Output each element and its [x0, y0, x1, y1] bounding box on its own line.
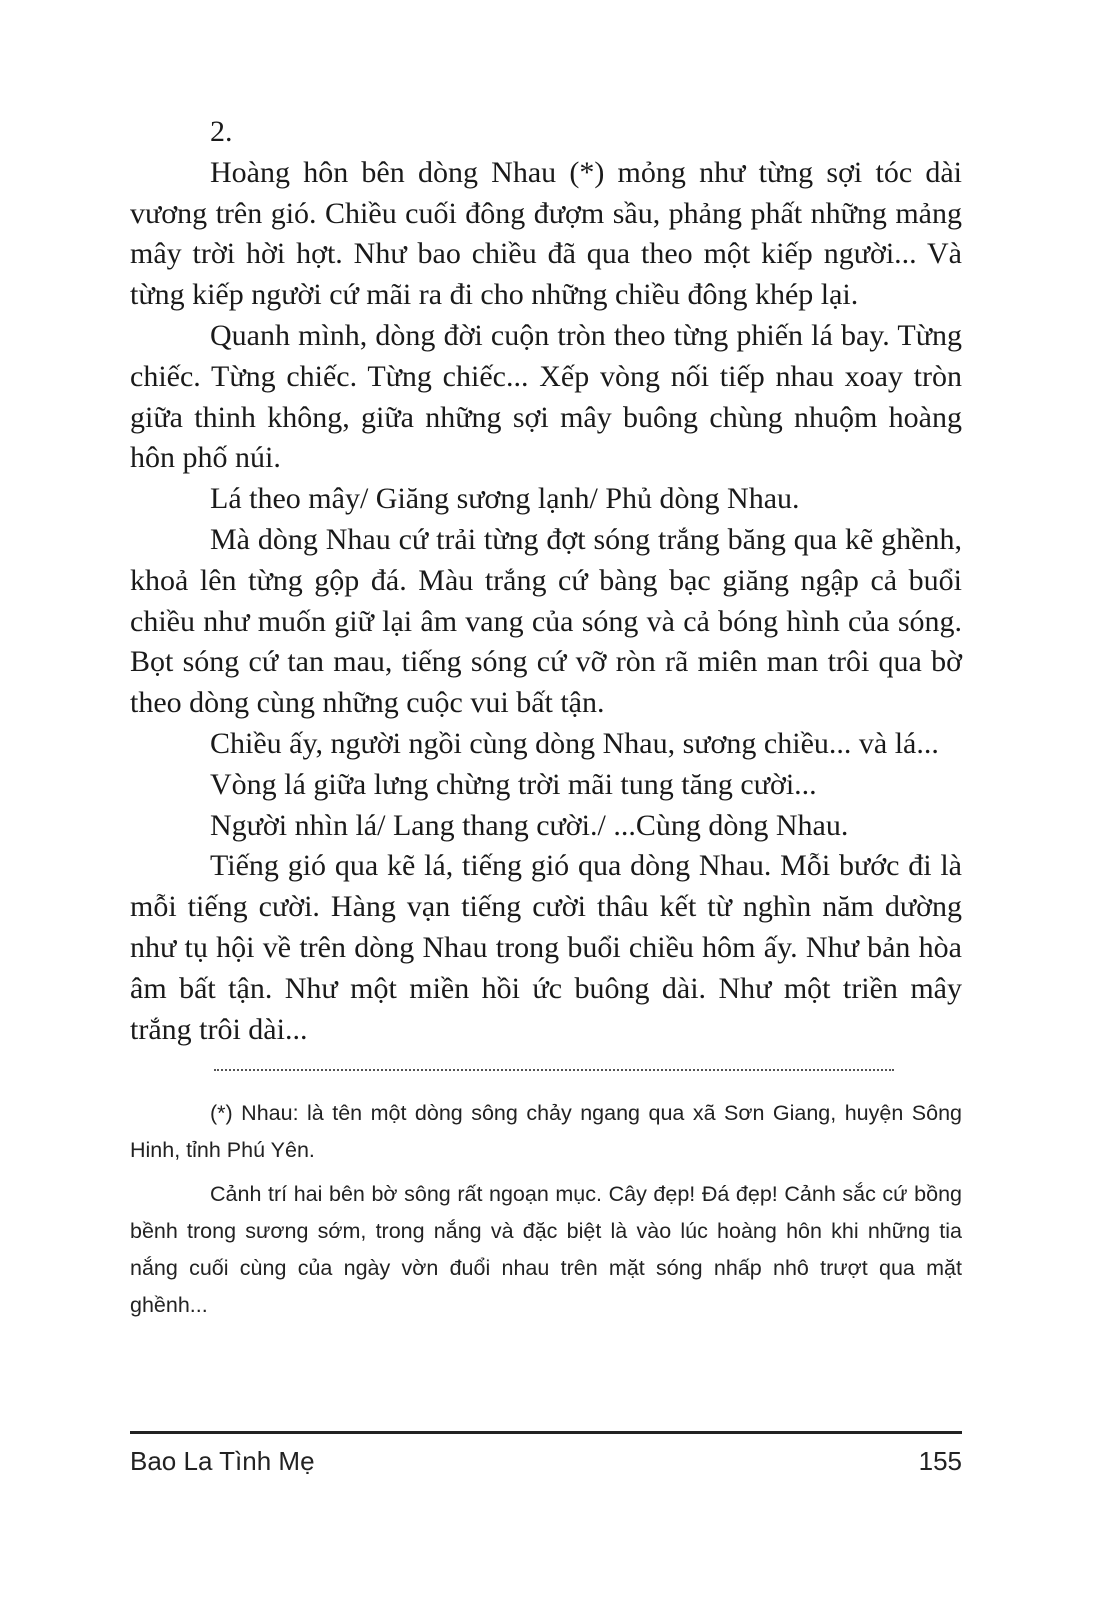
paragraph: Vòng lá giữa lưng chừng trời mãi tung tăng cười... — [210, 767, 817, 801]
page-footer — [130, 1446, 962, 1477]
paragraph: Mà dòng Nhau cứ trải từng đợt sóng trắng băng qua kẽ ghềnh, khoả lên từng gộp đá. Màu trắng cứ bàng bạc giăng ngập cả buổi chiều như muốn giữ lại âm vang của sóng và cả bóng hình của sóng. Bọt sóng cứ tan mau, tiếng sóng cứ vỡ ròn rã miên man trôi qua bờ theo dòng cùng những cuộc vui bất tận. — [130, 522, 962, 720]
footnote: Cảnh trí hai bên bờ sông rất ngoạn mục. Cây đẹp! Đá đẹp! Cảnh sắc cứ bồng bềnh trong sương sớm, trong nắng và đặc biệt là vào lúc hoàng hôn khi những tia nắng cuối cùng của ngày vờn đuổi nhau trên mặt sóng nhấp nhô trượt qua mặt ghềnh... — [130, 1182, 962, 1318]
footer-divider — [130, 1431, 962, 1434]
main-text — [130, 112, 962, 1050]
footnote: (*) Nhau: là tên một dòng sông chảy ngang qua xã Sơn Giang, huyện Sông Hinh, tỉnh Phú Yên. — [130, 1101, 962, 1163]
paragraph: Quanh mình, dòng đời cuộn tròn theo từng phiến lá bay. Từng chiếc. Từng chiếc. Từng chiếc... Xếp vòng nối tiếp nhau xoay tròn giữa thinh không, giữa những sợi mây buông chùng nhuộm hoàng hôn phố núi. — [130, 318, 962, 475]
paragraph: Chiều ấy, người ngồi cùng dòng Nhau, sương chiều... và lá... — [210, 726, 939, 760]
book-title: Bao La Tình Mẹ — [130, 1446, 315, 1476]
page-number: 155 — [918, 1446, 962, 1476]
footnote-divider — [214, 1069, 894, 1071]
paragraph: Lá theo mây/ Giăng sương lạnh/ Phủ dòng Nhau. — [210, 482, 800, 516]
page-content — [130, 112, 962, 1331]
paragraph: Hoàng hôn bên dòng Nhau (*) mỏng như từng sợi tóc dài vương trên gió. Chiều cuối đông đượm sầu, phảng phất những mảng mây trời hời hợt. Như bao chiều đã qua theo một kiếp người... Và từng kiếp người cứ mãi ra đi cho những chiều đông khép lại. — [130, 155, 962, 312]
section-number: 2. — [210, 115, 233, 148]
paragraph: Tiếng gió qua kẽ lá, tiếng gió qua dòng Nhau. Mỗi bước đi là mỗi tiếng cười. Hàng vạn tiếng cười thâu kết từ nghìn năm dường như tụ hội về trên dòng Nhau trong buổi chiều hôm ấy. Như bản hòa âm bất tận. Như một miền hồi ức buông dài. Như một triền mây trắng trôi dài... — [130, 849, 962, 1046]
paragraph: Người nhìn lá/ Lang thang cười./ ...Cùng dòng Nhau. — [210, 808, 849, 842]
footnotes — [130, 1095, 962, 1324]
